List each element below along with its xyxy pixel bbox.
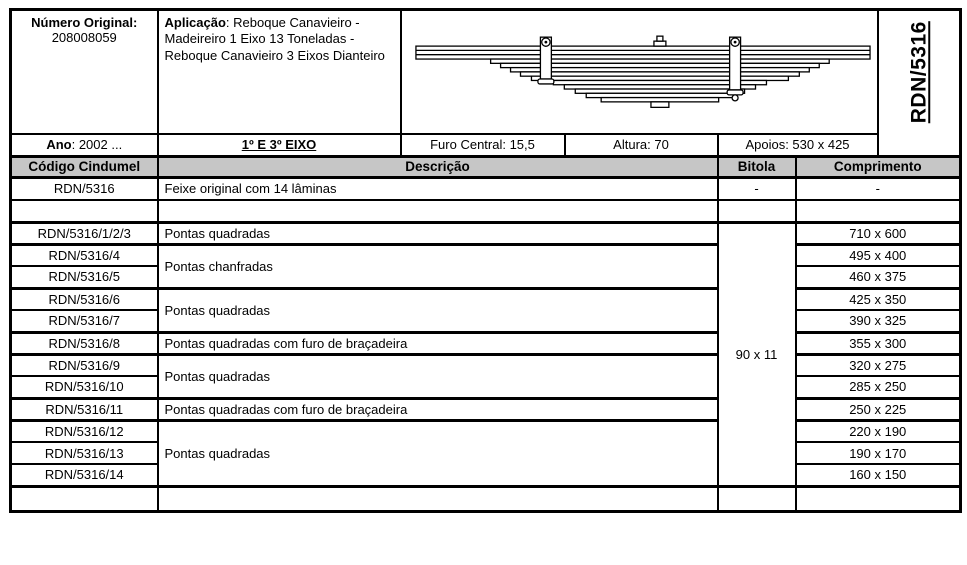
comprimento-cell bbox=[796, 200, 961, 222]
leaf-spring-diagram bbox=[402, 11, 877, 133]
aplicacao-value: : Reboque Canavieiro - Madeireiro 1 Eixo 13 Toneladas - Reboque Canavieiro 3 Eixos Dianteiro bbox=[164, 15, 385, 63]
table-row bbox=[11, 288, 961, 310]
description-cell: Pontas quadradas bbox=[158, 288, 718, 332]
table-row bbox=[11, 398, 961, 420]
aplicacao-label: Aplicação bbox=[164, 15, 226, 30]
table-row bbox=[11, 222, 961, 244]
code-cell: RDN/5316/10 bbox=[11, 376, 158, 398]
col-header-bitola: Bitola bbox=[718, 156, 796, 177]
bitola-cell bbox=[718, 200, 796, 222]
comprimento-cell: 425 x 350 bbox=[796, 288, 961, 310]
col-header-comprimento: Comprimento bbox=[796, 156, 961, 177]
comprimento-cell: 460 x 375 bbox=[796, 266, 961, 288]
bottom-tab bbox=[650, 102, 668, 107]
comprimento-cell: - bbox=[796, 177, 961, 200]
code-cell: RDN/5316/6 bbox=[11, 288, 158, 310]
description-cell: Pontas quadradas bbox=[158, 420, 718, 486]
code-cell: RDN/5316/12 bbox=[11, 420, 158, 442]
code-cell bbox=[11, 486, 158, 511]
bitola-cell: - bbox=[718, 177, 796, 200]
description-cell: Feixe original com 14 lâminas bbox=[158, 177, 718, 200]
description-cell: Pontas quadradas bbox=[158, 222, 718, 244]
code-cell: RDN/5316/11 bbox=[11, 398, 158, 420]
numero-original-cell bbox=[11, 10, 158, 135]
leaf-stack bbox=[415, 46, 869, 102]
comprimento-cell: 190 x 170 bbox=[796, 442, 961, 464]
ano-cell bbox=[11, 134, 158, 156]
code-cell: RDN/5316 bbox=[11, 177, 158, 200]
code-cell bbox=[11, 200, 158, 222]
comprimento-cell: 160 x 150 bbox=[796, 464, 961, 486]
apoios-cell: Apoios: 530 x 425 bbox=[718, 134, 878, 156]
code-cell: RDN/5316/14 bbox=[11, 464, 158, 486]
table-row bbox=[11, 244, 961, 266]
clamp-right bbox=[727, 37, 743, 101]
col-header-descricao: Descrição bbox=[158, 156, 718, 177]
description-cell bbox=[158, 486, 718, 511]
table-row bbox=[11, 177, 961, 200]
code-cell: RDN/5316/13 bbox=[11, 442, 158, 464]
comprimento-cell: 390 x 325 bbox=[796, 310, 961, 332]
code-cell: RDN/5316/9 bbox=[11, 354, 158, 376]
table-row bbox=[11, 332, 961, 354]
part-code-cell bbox=[878, 10, 961, 157]
table-row bbox=[11, 354, 961, 376]
furo-central-cell: Furo Central: 15,5 bbox=[401, 134, 565, 156]
code-cell: RDN/5316/4 bbox=[11, 244, 158, 266]
numero-original-value: 208008059 bbox=[51, 30, 117, 45]
code-cell: RDN/5316/7 bbox=[11, 310, 158, 332]
bitola-cell bbox=[718, 486, 796, 511]
comprimento-cell: 495 x 400 bbox=[796, 244, 961, 266]
altura-cell: Altura: 70 bbox=[565, 134, 718, 156]
comprimento-cell: 355 x 300 bbox=[796, 332, 961, 354]
description-cell: Pontas quadradas com furo de braçadeira bbox=[158, 332, 718, 354]
ano-value: : 2002 ... bbox=[71, 137, 123, 153]
center-bolt bbox=[653, 36, 665, 46]
code-cell: RDN/5316/1/2/3 bbox=[11, 222, 158, 244]
bitola-merged-cell: 90 x 11 bbox=[718, 222, 796, 486]
table-row-empty bbox=[11, 486, 961, 511]
description-cell: Pontas quadradas bbox=[158, 354, 718, 398]
eixo-cell bbox=[158, 134, 401, 156]
comprimento-cell: 710 x 600 bbox=[796, 222, 961, 244]
comprimento-cell bbox=[796, 486, 961, 511]
col-header-codigo: Código Cindumel bbox=[11, 156, 158, 177]
spec-sheet-table bbox=[9, 8, 962, 513]
code-cell: RDN/5316/5 bbox=[11, 266, 158, 288]
comprimento-cell: 220 x 190 bbox=[796, 420, 961, 442]
eixo-label: 1º E 3º EIXO bbox=[241, 137, 317, 153]
numero-original-label: Número Original: bbox=[31, 15, 138, 30]
table-row bbox=[11, 420, 961, 442]
code-cell: RDN/5316/8 bbox=[11, 332, 158, 354]
ano-label: Ano bbox=[46, 137, 72, 153]
description-cell bbox=[158, 200, 718, 222]
comprimento-cell: 285 x 250 bbox=[796, 376, 961, 398]
clamp-left bbox=[537, 37, 553, 84]
table-row-empty bbox=[11, 200, 961, 222]
part-code-vertical-label: RDN/5316 bbox=[906, 20, 930, 123]
comprimento-cell: 320 x 275 bbox=[796, 354, 961, 376]
description-cell: Pontas quadradas com furo de braçadeira bbox=[158, 398, 718, 420]
aplicacao-cell bbox=[158, 10, 401, 135]
diagram-cell bbox=[401, 10, 878, 135]
description-cell: Pontas chanfradas bbox=[158, 244, 718, 288]
comprimento-cell: 250 x 225 bbox=[796, 398, 961, 420]
